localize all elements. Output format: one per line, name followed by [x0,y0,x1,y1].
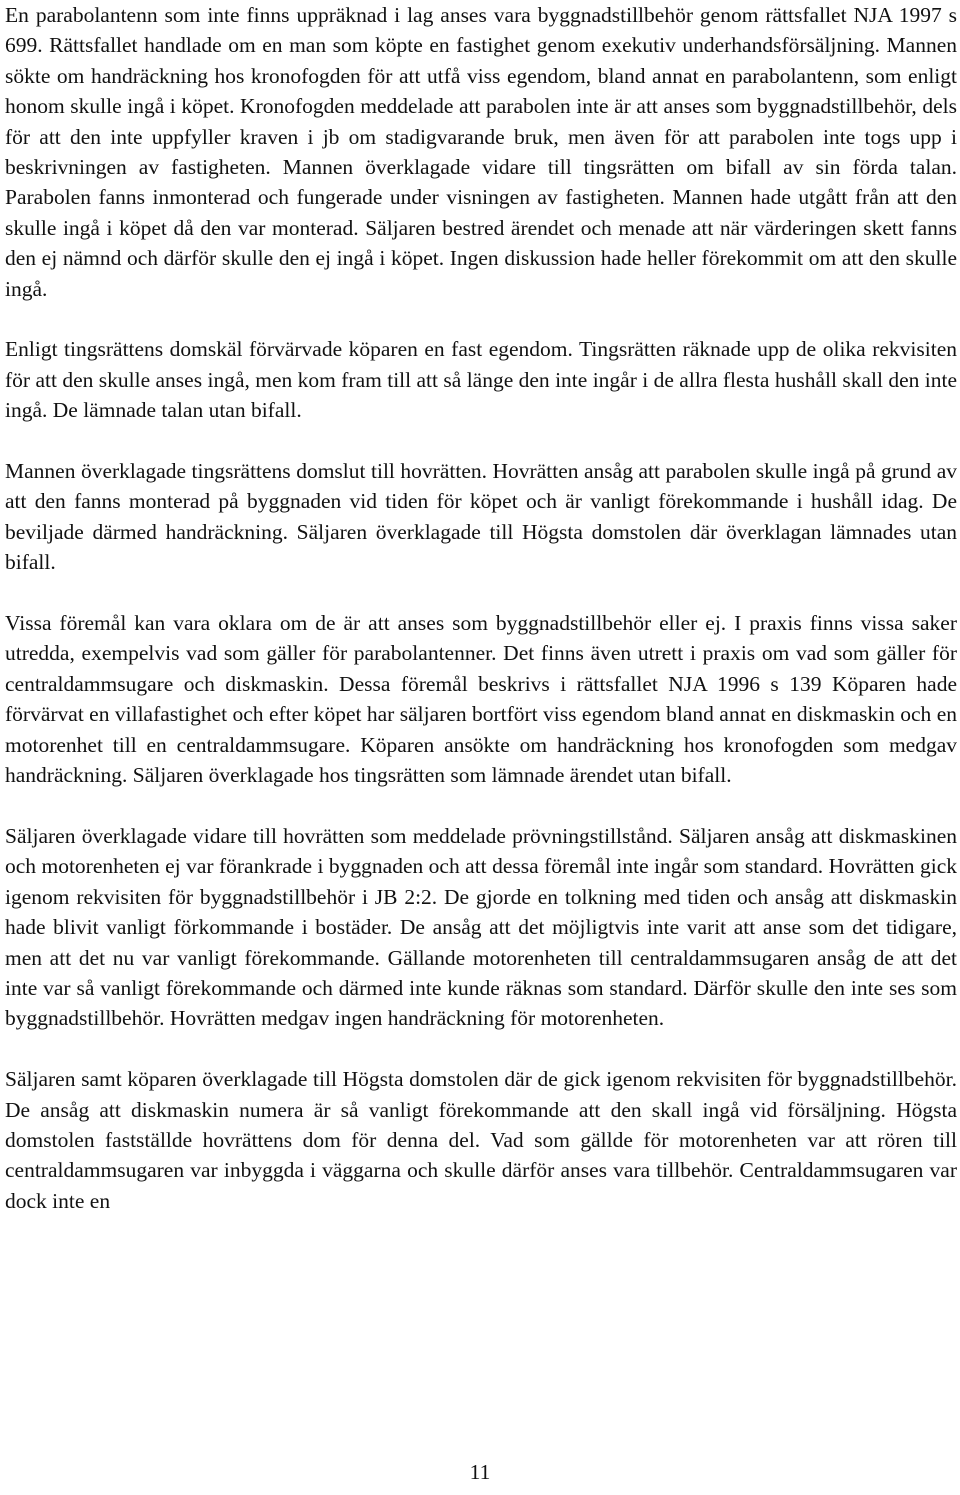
paragraph-tingsratten-reasoning: Enligt tingsrättens domskäl förvärvade köparen en fast egendom. Tingsrätten räknade upp de olika rekvisiten för att den skulle anses ingå, men kom fram till att så länge den inte ingår i de allra flesta hushåll skall den inte ingå. De lämnade talan utan bifall. [5,337,957,423]
paragraph-hovratten-diskmaskin: Säljaren överklagade vidare till hovrätten som meddelade prövningstillstånd. Säljaren ansåg att diskmaskinen och motorenheten ej var förankrade i byggnaden och att dessa föremål inte ingår som standard. Hovrätten gick igenom rekvisiten för byggnadstillbehör i JB 2:2. De gjorde en tolkning med tiden och ansåg att diskmaskin hade blivit vanligt förkommande i bostäder. De ansåg att det möjligtvis inte varit att anse som det tidigare, men att det nu var vanligt förekommande. Gällande motorenheten till centraldammsugaren ansåg de att det inte var så vanligt förekommande och därmed inte kunde räknas som standard. Därför skulle den inte ses som byggnadstillbehör. Hovrätten medgav ingen handräckning för motorenheten. [5,823,957,1031]
paragraph-hogsta-domstolen: Säljaren samt köparen överklagade till Högsta domstolen där de gick igenom rekvisiten för byggnadstillbehör. De ansåg att diskmaskin numera är så vanligt förekommande att den skall ingå vid försäljning. Högsta domstolen fastställde hovrättens dom för denna del. Vad som gällde för motorenheten var att rören till centraldammsugaren var inbyggda i väggarna och skulle därför anses vara tillbehör. Centraldammsugaren var dock inte en [5,1067,957,1213]
paragraph-diskmaskin-case: Vissa föremål kan vara oklara om de är att anses som byggnadstillbehör eller ej. I praxis finns vissa saker utredda, exempelvis vad som gäller för parabolantenner. Det finns även utrett i praxis om vad som gäller för centraldammsugare och diskmaskin. Dessa föremål beskrivs i rättsfallet NJA 1996 s 139 Köparen hade förvärvat en villafastighet och efter köpet har säljaren bortfört viss egendom bland annat en diskmaskin och en motorenhet till en centraldammsugare. Köparen ansökte om handräckning hos kronofogden som medgav handräckning. Säljaren överklagade hos tingsrätten som lämnade ärendet utan bifall. [5,611,957,788]
page-number: 11 [469,1460,491,1484]
paragraph-hovratten-ruling: Mannen överklagade tingsrättens domslut till hovrätten. Hovrätten ansåg att parabolen skulle ingå på grund av att den fanns monterad på byggnaden vid tiden för köpet och är vanligt förekommande i hushåll idag. De beviljade därmed handräckning. Säljaren överklagade till Högsta domstolen där överklagan lämnades utan bifall. [5,459,957,575]
paragraph-parabolantenn-case: En parabolantenn som inte finns uppräknad i lag anses vara byggnadstillbehör genom rättsfallet NJA 1997 s 699. Rättsfallet handlade om en man som köpte en fastighet genom exekutiv underhandsförsäljning. Mannen sökte om handräckning hos kronofogden för att utfå viss egendom, bland annat en parabolantenn, som enligt honom skulle ingå i köpet. Kronofogden meddelade att parabolen inte är att anses som byggnadstillbehör, dels för att den inte uppfyller kraven i jb om stadigvarande bruk, men även för att parabolen inte togs upp i beskrivningen av fastigheten. Mannen överklagade vidare till tingsrätten om bifall av sin förda talan. Parabolen fanns inmonterad och fungerade under visningen av fastigheten. Mannen hade utgått från att den skulle ingå i köpet då den var monterad. Säljaren bestred ärendet och menade att när värderingen skett fanns den ej nämnd och därför skulle den ej ingå i köpet. Ingen diskussion hade heller förekommit om att den skulle ingå. [5,3,957,301]
